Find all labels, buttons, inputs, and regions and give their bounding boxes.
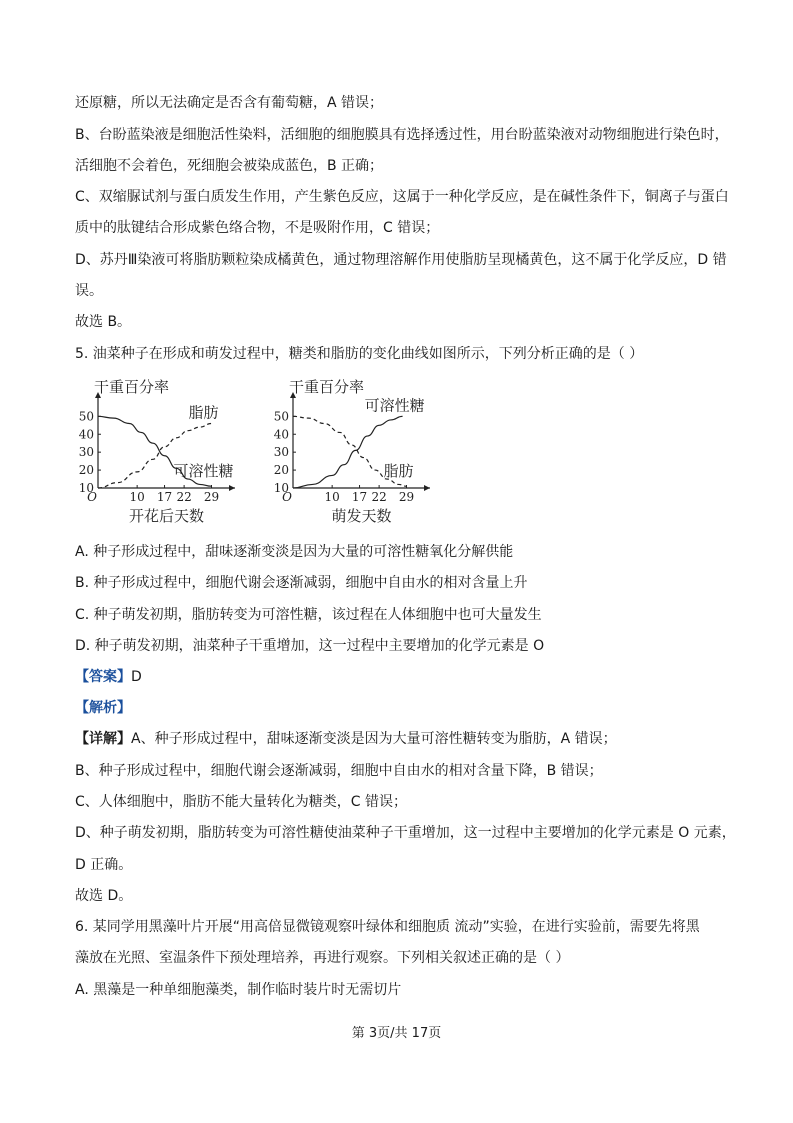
question-5-stem: 5. 油菜种子在形成和萌发过程中，糖类和脂肪的变化曲线如图所示，下列分析正确的是（ ） bbox=[75, 346, 644, 362]
y-tick-label: 50 bbox=[273, 409, 289, 424]
text-line: 活细胞不会着色，死细胞会被染成蓝色，B 正确； bbox=[75, 158, 384, 174]
text-line: 质中的肽键结合形成紫色络合物，不是吸附作用，C 错误； bbox=[75, 220, 440, 236]
x-axis-label: 开花后天数 bbox=[128, 507, 205, 525]
text-line: D、种子萌发初期，脂肪转变为可溶性糖使油菜种子干重增加，这一过程中主要增加的化学元素是 O 元素， bbox=[75, 825, 736, 841]
chart-germination bbox=[274, 378, 430, 525]
y-tick-label: 50 bbox=[78, 409, 94, 424]
x-tick-label: 29 bbox=[398, 490, 415, 504]
text-line: B、种子形成过程中，细胞代谢会逐渐减弱，细胞中自由水的相对含量下降，B 错误； bbox=[75, 763, 603, 779]
analysis-line bbox=[75, 698, 131, 718]
chart-formation bbox=[79, 378, 235, 525]
origin-label: O bbox=[282, 490, 292, 504]
analysis-tag: 【解析】 bbox=[75, 700, 131, 716]
series-label: 可溶性糖 bbox=[364, 396, 425, 415]
y-tick-label: 40 bbox=[78, 427, 94, 442]
y-tick-label: 30 bbox=[78, 445, 94, 460]
detail-tag: 【详解】 bbox=[75, 731, 131, 747]
x-axis-label: 萌发天数 bbox=[331, 507, 392, 525]
y-axis-label: 干重百分率 bbox=[94, 378, 170, 396]
x-tick-label: 22 bbox=[371, 490, 387, 504]
option-a: A. 种子形成过程中，甜味逐渐变淡是因为大量的可溶性糖氧化分解供能 bbox=[75, 544, 514, 560]
x-axis-arrow bbox=[229, 485, 235, 491]
text-line: C、人体细胞中，脂肪不能大量转化为糖类，C 错误； bbox=[75, 794, 407, 810]
x-axis-arrow bbox=[424, 485, 430, 491]
option-a: A. 黑藻是一种单细胞藻类，制作临时装片时无需切片 bbox=[75, 982, 402, 998]
x-tick-label: 17 bbox=[351, 490, 368, 504]
series-label: 脂肪 bbox=[188, 403, 219, 422]
text-line: C、双缩脲试剂与蛋白质发生作用，产生紫色反应，这属于一种化学反应，是在碱性条件下，铜离子与蛋白 bbox=[75, 189, 729, 205]
y-axis-label: 干重百分率 bbox=[289, 378, 365, 396]
text-line: 藻放在光照、室温条件下预处理培养，再进行观察。下列相关叙述正确的是（ ） bbox=[75, 950, 570, 966]
detail-line bbox=[75, 729, 617, 749]
x-tick-label: 10 bbox=[324, 490, 340, 504]
text-line: 故选 D。 bbox=[75, 888, 133, 904]
x-tick-label: 10 bbox=[129, 490, 145, 504]
y-tick-label: 40 bbox=[273, 427, 289, 442]
y-tick-label: 10 bbox=[273, 481, 289, 495]
text-line: 故选 B。 bbox=[75, 314, 132, 330]
figure-charts bbox=[70, 378, 470, 528]
page-footer: 第 3页/共 17页 bbox=[351, 1026, 442, 1041]
text-line: B、台盼蓝染液是细胞活性染料，活细胞的细胞膜具有选择透过性，用台盼蓝染液对动物细胞进行染色时， bbox=[75, 127, 729, 143]
option-c: C. 种子萌发初期，脂肪转变为可溶性糖，该过程在人体细胞中也可大量发生 bbox=[75, 607, 542, 623]
question-6-stem: 6. 某同学用黑藻叶片开展“用高倍显微镜观察叶绿体和细胞质 流动”实验，在进行实验前，需要先将黑 bbox=[75, 919, 700, 935]
option-d: D. 种子萌发初期，油菜种子干重增加，这一过程中主要增加的化学元素是 O bbox=[75, 638, 545, 654]
series-label: 可溶性糖 bbox=[173, 462, 234, 481]
answer-value: D bbox=[131, 669, 142, 685]
x-tick-label: 17 bbox=[156, 490, 173, 504]
text-line: D 正确。 bbox=[75, 857, 133, 873]
answer-tag: 【答案】 bbox=[75, 669, 131, 685]
series-label: 脂肪 bbox=[383, 462, 414, 481]
y-tick-label: 20 bbox=[273, 463, 289, 478]
detail-text: A、种子形成过程中，甜味逐渐变淡是因为大量可溶性糖转变为脂肪，A 错误； bbox=[131, 731, 617, 747]
origin-label: O bbox=[87, 490, 97, 504]
x-tick-label: 29 bbox=[203, 490, 220, 504]
x-tick-label: 22 bbox=[176, 490, 192, 504]
text-line: 误。 bbox=[75, 283, 103, 299]
y-tick-label: 30 bbox=[273, 445, 289, 460]
answer-line bbox=[75, 667, 142, 687]
text-line: 还原糖，所以无法确定是否含有葡萄糖，A 错误； bbox=[75, 95, 384, 111]
y-tick-label: 20 bbox=[78, 463, 94, 478]
text-line: D、苏丹Ⅲ染液可将脂肪颗粒染成橘黄色，通过物理溶解作用使脂肪呈现橘黄色，这不属于化学反应，D 错 bbox=[75, 252, 727, 268]
option-b: B. 种子形成过程中，细胞代谢会逐渐减弱，细胞中自由水的相对含量上升 bbox=[75, 575, 528, 591]
y-tick-label: 10 bbox=[78, 481, 94, 495]
